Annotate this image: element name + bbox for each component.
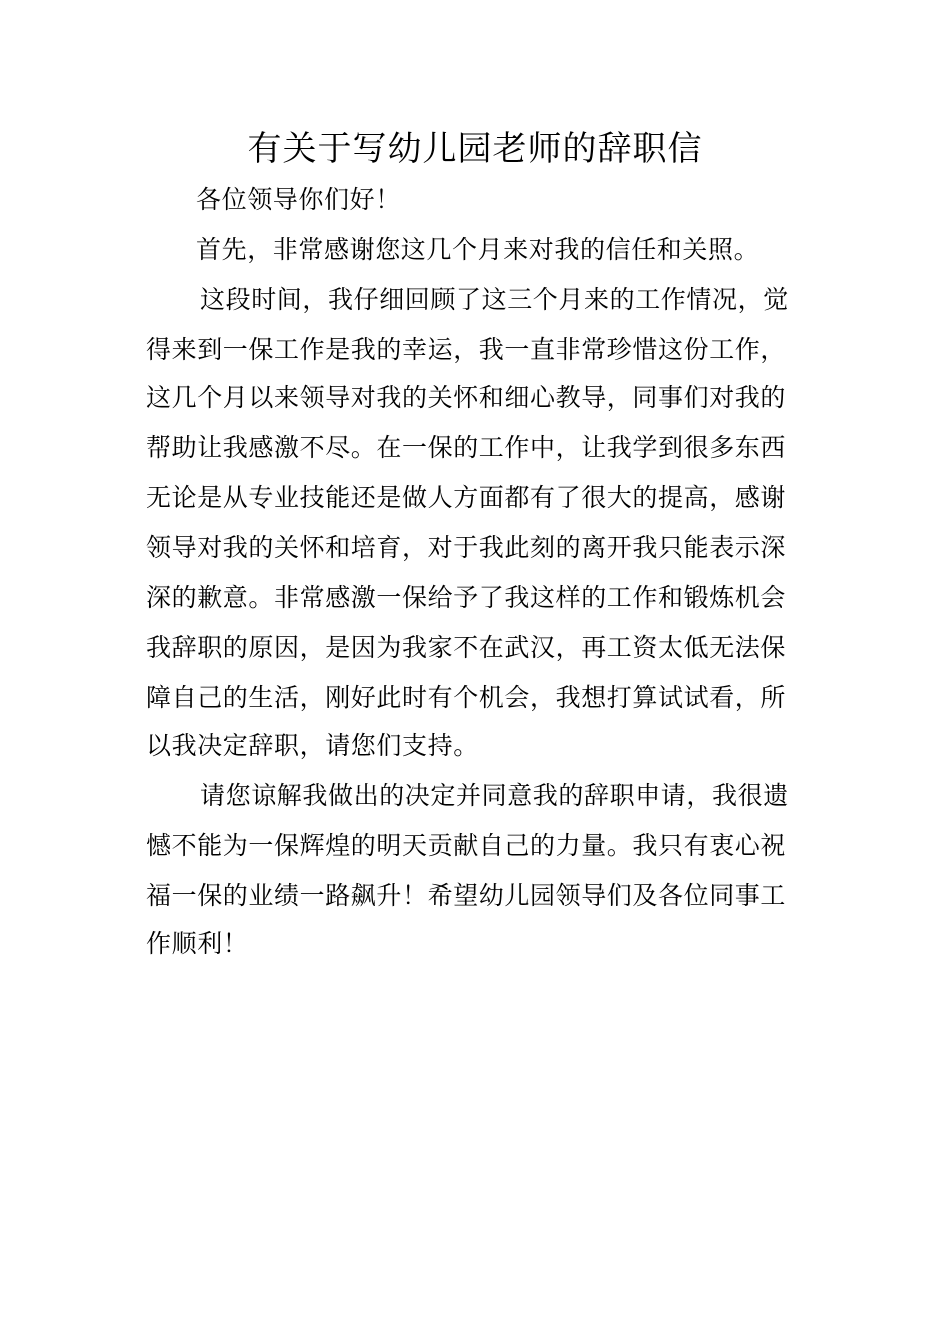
- paragraph-line: 深的歉意。非常感激一保给予了我这样的工作和锻炼机会: [146, 583, 787, 612]
- paragraph-line: 得来到一保工作是我的幸运，我一直非常珍惜这份工作，: [146, 335, 787, 364]
- paragraph-line: 首先，非常感谢您这几个月来对我的信任和关照。: [196, 235, 760, 264]
- paragraph-line: 憾不能为一保辉煌的明天贡献自己的力量。我只有衷心祝: [146, 831, 787, 860]
- paragraph-line: 福一保的业绩一路飙升！希望幼儿园领导们及各位同事工: [146, 881, 787, 910]
- paragraph-line: 领导对我的关怀和培育，对于我此刻的离开我只能表示深: [146, 533, 787, 562]
- paragraph-line: 作顺利！: [146, 929, 249, 958]
- paragraph-line: 帮助让我感激不尽。在一保的工作中，让我学到很多东西: [146, 433, 787, 462]
- paragraph-line: 障自己的生活，刚好此时有个机会，我想打算试试看，所: [146, 683, 787, 712]
- paragraph-line: 无论是从专业技能还是做人方面都有了很大的提高，感谢: [146, 483, 787, 512]
- paragraph-line: 这几个月以来领导对我的关怀和细心教导，同事们对我的: [146, 383, 787, 412]
- document-title: 有关于写幼儿园老师的辞职信: [247, 129, 703, 169]
- paragraph-line: 以我决定辞职，请您们支持。: [146, 731, 479, 760]
- salutation-line: 各位领导你们好！: [196, 185, 401, 214]
- paragraph-line: 请您谅解我做出的决定并同意我的辞职申请，我很遗: [200, 781, 789, 810]
- paragraph-line: 我辞职的原因，是因为我家不在武汉，再工资太低无法保: [146, 633, 787, 662]
- paragraph-line: 这段时间，我仔细回顾了这三个月来的工作情况，觉: [200, 285, 789, 314]
